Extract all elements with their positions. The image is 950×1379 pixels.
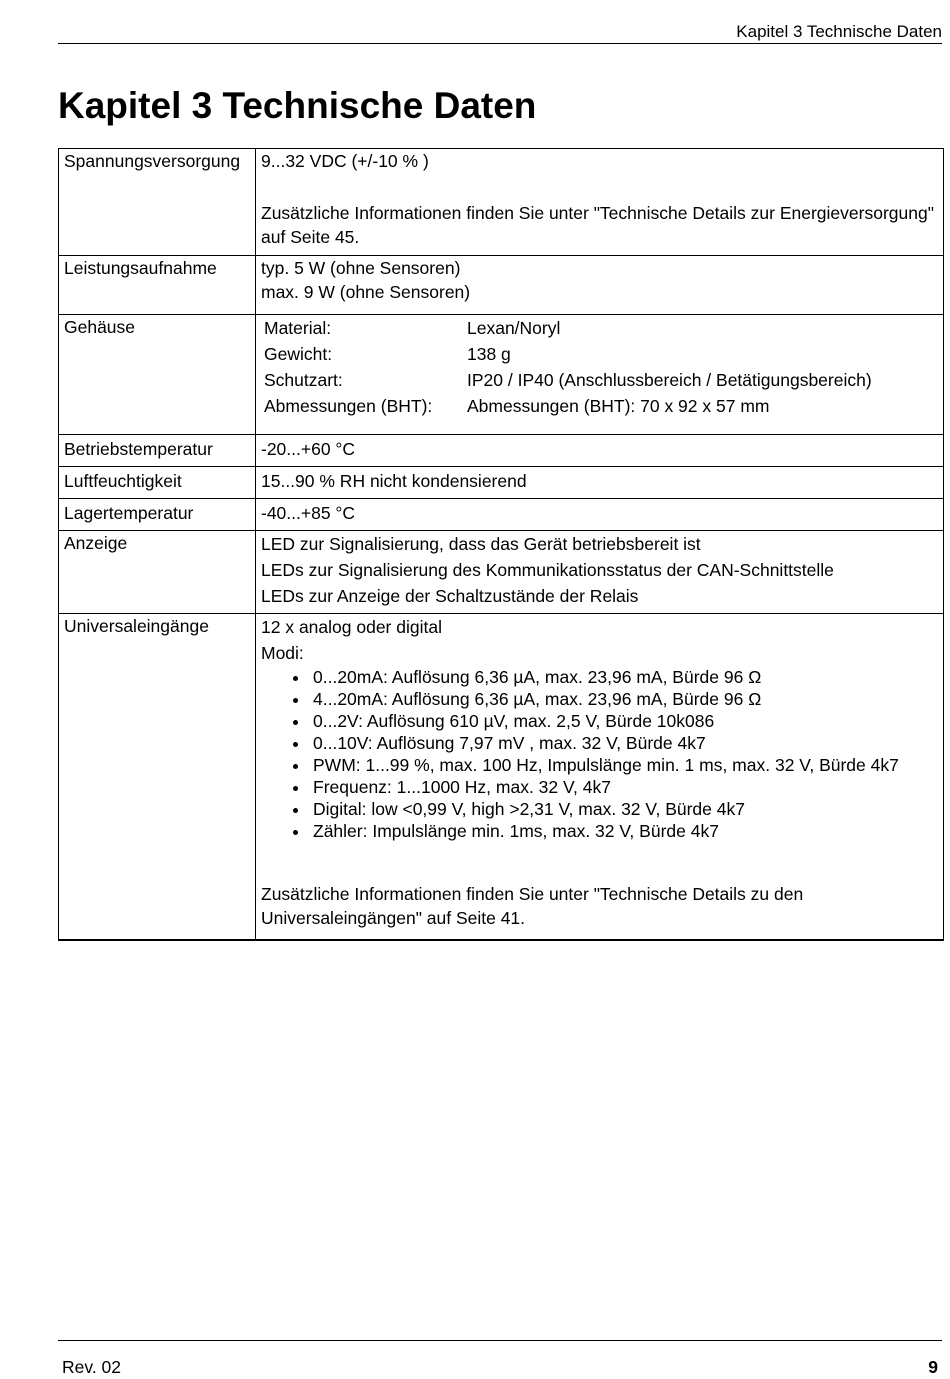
chapter-title: Kapitel 3 Technische Daten: [58, 85, 537, 126]
inputs-note: Zusätzliche Informationen finden Sie unter "Technische Details zu den Universaleingängen" auf Seite 41.: [261, 884, 804, 928]
table-row: [59, 614, 944, 941]
display-line: LED zur Signalisierung, dass das Gerät betriebsbereit ist: [261, 534, 701, 554]
table-row: [59, 531, 944, 614]
row-value-humidity: 15...90 % RH nicht kondensierend: [256, 467, 944, 499]
modes-label: Modi:: [261, 643, 304, 663]
display-line: LEDs zur Signalisierung des Kommunikationsstatus der CAN-Schnittstelle: [261, 560, 834, 580]
table-row: [59, 256, 944, 315]
row-label-storage-temp: Lagertemperatur: [59, 499, 256, 531]
power-note: Zusätzliche Informationen finden Sie unter "Technische Details zur Energieversorgung" auf Seite 45.: [261, 203, 934, 247]
housing-value: 138 g: [467, 344, 511, 364]
table-row: [59, 467, 944, 499]
housing-key: Schutzart:: [264, 370, 343, 390]
running-footer: [58, 1340, 942, 1377]
row-value-display: [256, 531, 944, 614]
running-header: [58, 20, 942, 44]
power-value: 9...32 VDC (+/-10 % ): [261, 151, 429, 171]
row-value-consumption: [256, 256, 944, 315]
housing-specs: [261, 315, 938, 419]
housing-value: Abmessungen (BHT): 70 x 92 x 57 mm: [467, 396, 770, 416]
row-value-housing: [256, 315, 944, 435]
running-header-title: Kapitel 3 Technische Daten: [736, 22, 942, 41]
list-item: 0...2V: Auflösung 610 µV, max. 2,5 V, Bürde 10k086: [313, 710, 938, 732]
consumption-typical: typ. 5 W (ohne Sensoren): [261, 258, 461, 278]
list-item: 4...20mA: Auflösung 6,36 µA, max. 23,96 mA, Bürde 96 Ω: [313, 688, 938, 710]
housing-key: Gewicht:: [264, 344, 333, 364]
row-label-inputs: Universaleingänge: [59, 614, 256, 941]
table-row: [59, 149, 944, 256]
housing-value: IP20 / IP40 (Anschlussbereich / Betätigungsbereich): [467, 370, 872, 390]
list-item: Digital: low <0,99 V, high >2,31 V, max. 32 V, Bürde 4k7: [313, 798, 938, 820]
consumption-max: max. 9 W (ohne Sensoren): [261, 282, 471, 302]
row-label-power: Spannungsversorgung: [59, 149, 256, 256]
display-line: LEDs zur Anzeige der Schaltzustände der Relais: [261, 586, 639, 606]
housing-key: Material:: [264, 318, 332, 338]
row-label-operating-temp: Betriebstemperatur: [59, 435, 256, 467]
row-label-humidity: Luftfeuchtigkeit: [59, 467, 256, 499]
list-item: Zähler: Impulslänge min. 1ms, max. 32 V, Bürde 4k7: [313, 820, 938, 842]
table-row: [59, 435, 944, 467]
row-value-operating-temp: -20...+60 °C: [256, 435, 944, 467]
housing-value: Lexan/Noryl: [467, 318, 561, 338]
row-label-housing: Gehäuse: [59, 315, 256, 435]
housing-key: Abmessungen (BHT):: [264, 396, 433, 416]
page-number: 9: [928, 1357, 938, 1377]
row-label-display: Anzeige: [59, 531, 256, 614]
technical-data-table: [58, 148, 944, 941]
modes-list: [261, 666, 938, 842]
list-item: Frequenz: 1...1000 Hz, max. 32 V, 4k7: [313, 776, 938, 798]
inputs-count: 12 x analog oder digital: [261, 617, 442, 637]
list-item: PWM: 1...99 %, max. 100 Hz, Impulslänge min. 1 ms, max. 32 V, Bürde 4k7: [313, 754, 938, 776]
row-value-inputs: [256, 614, 944, 941]
table-row: [59, 499, 944, 531]
table-row: [59, 315, 944, 435]
row-value-power: [256, 149, 944, 256]
list-item: 0...20mA: Auflösung 6,36 µA, max. 23,96 mA, Bürde 96 Ω: [313, 666, 938, 688]
row-value-storage-temp: -40...+85 °C: [256, 499, 944, 531]
revision-label: Rev. 02: [62, 1357, 122, 1377]
list-item: 0...10V: Auflösung 7,97 mV , max. 32 V, Bürde 4k7: [313, 732, 938, 754]
row-label-consumption: Leistungsaufnahme: [59, 256, 256, 315]
